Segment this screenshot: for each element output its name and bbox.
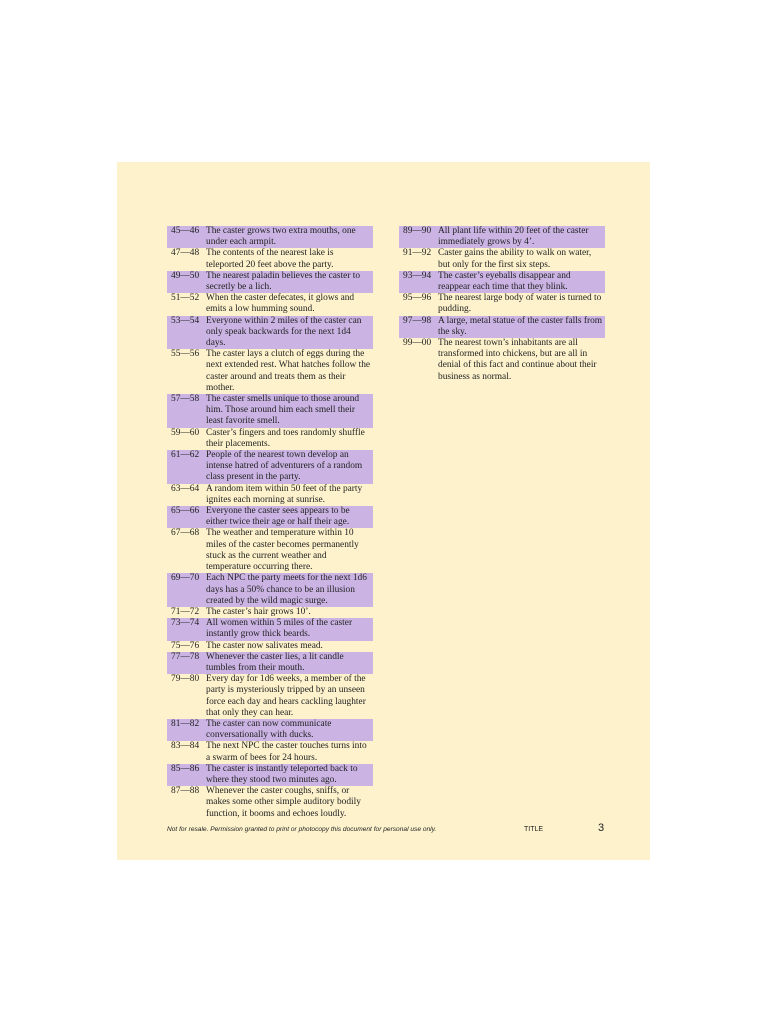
table-row — [167, 484, 373, 506]
table-row — [167, 226, 373, 248]
table-row — [167, 528, 373, 573]
effect-text: The caster smells unique to those around him. Those around him each smell their least favorite smell. — [206, 394, 360, 427]
effect-text: When the caster defecates, it glows and emits a low humming sound. — [206, 293, 355, 315]
table-row — [399, 316, 605, 338]
effect-text: All women within 5 miles of the caster instantly grow thick beards. — [206, 618, 353, 640]
page-footer — [167, 822, 607, 836]
effect-text: The weather and temperature within 10 miles of the caster becomes permanently stuck as the current weather and temperature occurring there. — [206, 528, 359, 573]
effect-text: Each NPC the party meets for the next 1d6 days has a 50% chance to be an illusion created by the wild magic surge. — [206, 573, 367, 606]
roll-range: 87—88 — [171, 786, 200, 797]
table-row — [167, 618, 373, 640]
roll-range: 51—52 — [171, 293, 200, 304]
table-row — [167, 652, 373, 674]
table-row — [167, 506, 373, 528]
table-row — [167, 607, 373, 618]
effect-text: Every day for 1d6 weeks, a member of the party is mysteriously tripped by an unseen force each day and hears cackling laughter that only they can hear. — [206, 674, 366, 718]
roll-range: 47—48 — [171, 248, 200, 259]
effect-text: The caster can now communicate conversationally with ducks. — [206, 718, 332, 741]
roll-range: 67—68 — [171, 528, 200, 539]
table-row — [399, 226, 605, 248]
roll-range: 59—60 — [171, 427, 200, 438]
table-row — [167, 394, 373, 428]
roll-range: 99—00 — [403, 338, 432, 349]
effect-text: The caster grows two extra mouths, one under each armpit. — [206, 226, 356, 248]
effect-text: The nearest large body of water is turned to pudding. — [438, 293, 602, 315]
roll-range: 93—94 — [403, 270, 432, 281]
table-row — [167, 741, 373, 763]
roll-range: 83—84 — [171, 741, 200, 752]
table-row — [167, 428, 373, 450]
effect-text: The caster lays a clutch of eggs during the next extended rest. What hatches follow the caster around and treats them as their mother. — [206, 349, 371, 393]
roll-range: 45—46 — [171, 226, 200, 236]
effect-text: Everyone within 2 miles of the caster can only speak backwards for the next 1d4 days. — [206, 315, 362, 349]
table-row — [399, 271, 605, 293]
effect-text: Caster’s fingers and toes randomly shuffle their placements. — [206, 427, 365, 449]
footer-title: TITLE — [524, 826, 544, 833]
table-row — [167, 450, 373, 484]
table-row — [167, 641, 373, 652]
table-row — [167, 764, 373, 786]
roll-range: 69—70 — [171, 573, 200, 584]
effect-text: Caster gains the ability to walk on water, but only for the first six steps. — [438, 248, 592, 270]
roll-range: 57—58 — [171, 394, 200, 405]
roll-range: 65—66 — [171, 506, 200, 517]
table-row — [167, 349, 373, 394]
left-table — [167, 226, 373, 820]
effect-text: The next NPC the caster touches turns into a swarm of bees for 24 hours. — [206, 741, 367, 763]
roll-range: 97—98 — [403, 315, 432, 326]
effect-text: The nearest paladin believes the caster to secretly be a lich. — [206, 270, 361, 293]
roll-range: 75—76 — [171, 640, 200, 651]
roll-range: 55—56 — [171, 349, 200, 360]
roll-range: 95—96 — [403, 293, 432, 304]
effect-text: All plant life within 20 feet of the caster immediately grows by 4’. — [438, 226, 589, 248]
effect-text: The caster is instantly teleported back to where they stood two minutes ago. — [206, 763, 358, 785]
page-number: 3 — [598, 822, 605, 834]
roll-range: 85—86 — [171, 763, 200, 774]
effect-text: The contents of the nearest lake is teleported 20 feet above the party. — [206, 248, 334, 270]
document-page — [117, 162, 650, 860]
right-table — [399, 226, 605, 383]
table-row — [167, 786, 373, 820]
table-row — [167, 293, 373, 315]
effect-text: The caster’s hair grows 10’. — [206, 606, 311, 617]
effect-text: The caster now salivates mead. — [206, 640, 323, 651]
effect-text: Whenever the caster lies, a lit candle tumbles from their mouth. — [206, 651, 344, 673]
roll-range: 49—50 — [171, 270, 200, 281]
table-row — [167, 573, 373, 607]
roll-range: 53—54 — [171, 315, 200, 326]
roll-range: 71—72 — [171, 606, 200, 617]
roll-range: 63—64 — [171, 483, 200, 494]
roll-range: 61—62 — [171, 450, 200, 461]
effect-text: The nearest town’s inhabitants are all transformed into chickens, but are all in denial of this fact and continue about their business as normal. — [438, 338, 597, 382]
table-row — [167, 248, 373, 270]
roll-range: 77—78 — [171, 651, 200, 662]
footer-notice: Not for resale. Permission granted to print or photocopy this document for personal use only. — [167, 826, 437, 833]
roll-range: 73—74 — [171, 618, 200, 629]
effect-text: Whenever the caster coughs, sniffs, or makes some other simple auditory bodily function, it booms and echoes loudly. — [206, 786, 361, 819]
effect-text: People of the nearest town develop an intense hatred of adventurers of a random class present in the party. — [206, 450, 363, 483]
table-row — [399, 248, 605, 270]
roll-range: 89—90 — [403, 226, 432, 236]
roll-range: 91—92 — [403, 248, 432, 259]
roll-range: 79—80 — [171, 674, 200, 685]
table-row — [167, 719, 373, 741]
table-row — [399, 338, 605, 383]
table-row — [167, 316, 373, 350]
effect-text: Everyone the caster sees appears to be either twice their age or half their age. — [206, 506, 350, 528]
table-row — [167, 674, 373, 719]
effect-text: The caster’s eyeballs disappear and reappear each time that they blink. — [438, 270, 571, 293]
table-row — [399, 293, 605, 315]
effect-text: A large, metal statue of the caster falls from the sky. — [438, 315, 603, 337]
roll-range: 81—82 — [171, 718, 200, 729]
effect-text: A random item within 50 feet of the party ignites each morning at sunrise. — [206, 483, 363, 505]
table-row — [167, 271, 373, 293]
